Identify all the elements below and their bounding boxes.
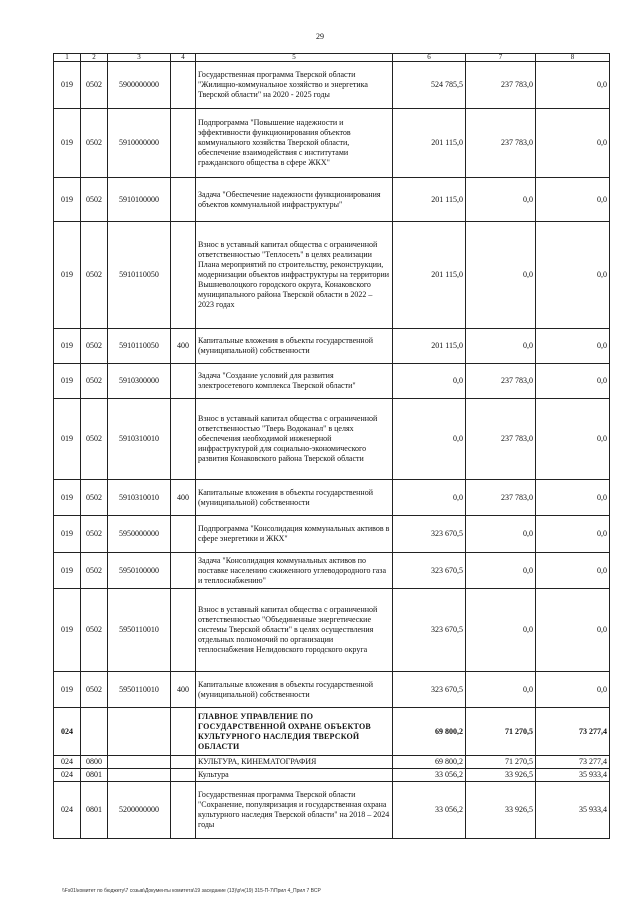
expense-type-cell <box>171 62 196 109</box>
amount-2024-cell: 0,0 <box>536 399 610 480</box>
table-row <box>54 62 610 109</box>
description-cell: Капитальные вложения в объекты государственной (муниципальной) собственности <box>196 329 393 364</box>
amount-2024-cell: 0,0 <box>536 553 610 589</box>
admin-code-cell: 019 <box>54 329 81 364</box>
amount-2022-cell: 69 800,2 <box>393 708 466 756</box>
amount-2023-cell: 237 783,0 <box>466 399 536 480</box>
table-row <box>54 782 610 839</box>
expense-type-cell <box>171 782 196 839</box>
amount-2022-cell: 33 056,2 <box>393 782 466 839</box>
column-number-row <box>54 54 610 62</box>
expense-type-cell <box>171 589 196 672</box>
amount-2024-cell: 35 933,4 <box>536 769 610 782</box>
table-row <box>54 756 610 769</box>
column-header: 4 <box>171 54 196 62</box>
amount-2023-cell: 0,0 <box>466 553 536 589</box>
admin-code-cell: 019 <box>54 109 81 178</box>
amount-2022-cell: 323 670,5 <box>393 589 466 672</box>
admin-code-cell: 019 <box>54 222 81 329</box>
amount-2024-cell: 0,0 <box>536 329 610 364</box>
section-code-cell: 0502 <box>81 589 108 672</box>
amount-2023-cell: 0,0 <box>466 516 536 553</box>
target-code-cell: 5950110010 <box>108 589 171 672</box>
expense-type-cell <box>171 222 196 329</box>
table-row <box>54 672 610 708</box>
column-header: 7 <box>466 54 536 62</box>
table-row <box>54 480 610 516</box>
section-code-cell: 0502 <box>81 480 108 516</box>
description-cell: Взнос в уставный капитал общества с ограниченной ответственностью "Тверь Водоканал" в целях обеспечения необходимой инженерной инфраструктурой для социально-экономического развития Конаковского района Тверской области <box>196 399 393 480</box>
admin-code-cell: 019 <box>54 364 81 399</box>
section-code-cell: 0800 <box>81 756 108 769</box>
section-code-cell: 0502 <box>81 516 108 553</box>
expense-type-cell <box>171 769 196 782</box>
table-row <box>54 769 610 782</box>
amount-2023-cell: 71 270,5 <box>466 756 536 769</box>
target-code-cell <box>108 756 171 769</box>
section-code-cell: 0502 <box>81 178 108 222</box>
target-code-cell: 5950000000 <box>108 516 171 553</box>
admin-code-cell: 019 <box>54 672 81 708</box>
amount-2022-cell: 201 115,0 <box>393 109 466 178</box>
section-code-cell: 0502 <box>81 672 108 708</box>
amount-2024-cell: 0,0 <box>536 589 610 672</box>
admin-code-cell: 019 <box>54 589 81 672</box>
admin-code-cell: 019 <box>54 480 81 516</box>
description-cell: Государственная программа Тверской области "Жилищно-коммунальное хозяйство и энергетика Тверской области" на 2020 - 2025 годы <box>196 62 393 109</box>
amount-2024-cell: 0,0 <box>536 109 610 178</box>
section-code-cell: 0502 <box>81 109 108 178</box>
admin-code-cell: 024 <box>54 782 81 839</box>
table-row <box>54 589 610 672</box>
amount-2024-cell: 0,0 <box>536 178 610 222</box>
amount-2024-cell: 0,0 <box>536 364 610 399</box>
expense-type-cell <box>171 178 196 222</box>
target-code-cell: 5910100000 <box>108 178 171 222</box>
table-row <box>54 364 610 399</box>
amount-2023-cell: 237 783,0 <box>466 109 536 178</box>
description-cell: Подпрограмма "Консолидация коммунальных активов в сфере энергетики и ЖКХ" <box>196 516 393 553</box>
amount-2024-cell: 35 933,4 <box>536 782 610 839</box>
target-code-cell: 5910000000 <box>108 109 171 178</box>
amount-2023-cell: 71 270,5 <box>466 708 536 756</box>
amount-2023-cell: 237 783,0 <box>466 364 536 399</box>
amount-2023-cell: 33 926,5 <box>466 769 536 782</box>
section-code-cell: 0502 <box>81 62 108 109</box>
amount-2024-cell: 0,0 <box>536 516 610 553</box>
admin-code-cell: 019 <box>54 553 81 589</box>
amount-2022-cell: 33 056,2 <box>393 769 466 782</box>
table-row <box>54 109 610 178</box>
amount-2023-cell: 0,0 <box>466 178 536 222</box>
amount-2022-cell: 69 800,2 <box>393 756 466 769</box>
expense-type-cell <box>171 756 196 769</box>
description-cell: Капитальные вложения в объекты государственной (муниципальной) собственности <box>196 480 393 516</box>
admin-code-cell: 019 <box>54 399 81 480</box>
target-code-cell: 5950100000 <box>108 553 171 589</box>
amount-2022-cell: 0,0 <box>393 364 466 399</box>
amount-2022-cell: 201 115,0 <box>393 178 466 222</box>
amount-2024-cell: 0,0 <box>536 62 610 109</box>
expense-type-cell <box>171 364 196 399</box>
target-code-cell: 5910110050 <box>108 329 171 364</box>
description-cell: Взнос в уставный капитал общества с ограниченной ответственностью "Теплосеть" в целях реализации Плана мероприятий по строительству, реконструкции, модернизации объектов инфраструктуры на территории Вышневолоцкого городского округа, Конаковского муниципального района Тверской области в 2022 – 2023 годах <box>196 222 393 329</box>
section-code-cell <box>81 708 108 756</box>
amount-2024-cell: 73 277,4 <box>536 756 610 769</box>
admin-code-cell: 024 <box>54 756 81 769</box>
admin-code-cell: 024 <box>54 769 81 782</box>
description-cell: ГЛАВНОЕ УПРАВЛЕНИЕ ПО ГОСУДАРСТВЕННОЙ ОХРАНЕ ОБЪЕКТОВ КУЛЬТУРНОГО НАСЛЕДИЯ ТВЕРСКОЙ ОБЛАСТИ <box>196 708 393 756</box>
description-cell: Взнос в уставный капитал общества с ограниченной ответственностью "Объединенные энергетические системы Тверской области" в целях осуществления отдельных полномочий по организации теплоснабжения Нелидовского городского округа <box>196 589 393 672</box>
description-cell: Задача "Создание условий для развития электросетевого комплекса Тверской области" <box>196 364 393 399</box>
section-code-cell: 0801 <box>81 769 108 782</box>
expense-type-cell <box>171 399 196 480</box>
table-row <box>54 222 610 329</box>
expense-type-cell: 400 <box>171 329 196 364</box>
amount-2022-cell: 323 670,5 <box>393 672 466 708</box>
target-code-cell: 5910110050 <box>108 222 171 329</box>
target-code-cell <box>108 708 171 756</box>
column-header: 8 <box>536 54 610 62</box>
target-code-cell: 5910310010 <box>108 480 171 516</box>
table-row <box>54 553 610 589</box>
section-code-cell: 0502 <box>81 329 108 364</box>
expense-type-cell <box>171 553 196 589</box>
column-header: 2 <box>81 54 108 62</box>
section-code-cell: 0502 <box>81 553 108 589</box>
admin-code-cell: 024 <box>54 708 81 756</box>
amount-2023-cell: 33 926,5 <box>466 782 536 839</box>
amount-2024-cell: 0,0 <box>536 672 610 708</box>
amount-2022-cell: 201 115,0 <box>393 222 466 329</box>
amount-2022-cell: 0,0 <box>393 399 466 480</box>
table-row <box>54 178 610 222</box>
table-row <box>54 708 610 756</box>
description-cell: Задача "Консолидация коммунальных активов по поставке населению сжиженного углеводородного газа и теплоснабжению" <box>196 553 393 589</box>
section-code-cell: 0502 <box>81 399 108 480</box>
admin-code-cell: 019 <box>54 516 81 553</box>
column-header: 5 <box>196 54 393 62</box>
amount-2022-cell: 524 785,5 <box>393 62 466 109</box>
description-cell: Капитальные вложения в объекты государственной (муниципальной) собственности <box>196 672 393 708</box>
expense-type-cell <box>171 109 196 178</box>
column-header: 1 <box>54 54 81 62</box>
description-cell: Культура <box>196 769 393 782</box>
description-cell: Подпрограмма "Повышение надежности и эффективности функционирования объектов коммунального хозяйства Тверской области, обеспечение взаимодействия с институтами гражданского общества в сфере ЖКХ" <box>196 109 393 178</box>
expense-type-cell <box>171 708 196 756</box>
file-path-footer: \\Fs01\комитет по бюджету\7 созыв\Документы комитета\19 заседание (13)\p\ч(19) 315-П-7\Прил 4_Прил 7 ВСР <box>62 888 321 894</box>
target-code-cell: 5910310010 <box>108 399 171 480</box>
table-row <box>54 399 610 480</box>
section-code-cell: 0801 <box>81 782 108 839</box>
target-code-cell: 5900000000 <box>108 62 171 109</box>
column-header: 6 <box>393 54 466 62</box>
description-cell: КУЛЬТУРА, КИНЕМАТОГРАФИЯ <box>196 756 393 769</box>
amount-2022-cell: 0,0 <box>393 480 466 516</box>
expense-type-cell: 400 <box>171 480 196 516</box>
budget-table <box>53 53 610 839</box>
section-code-cell: 0502 <box>81 364 108 399</box>
amount-2022-cell: 323 670,5 <box>393 516 466 553</box>
amount-2023-cell: 237 783,0 <box>466 480 536 516</box>
description-cell: Государственная программа Тверской области "Сохранение, популяризация и государственная охрана культурного наследия Тверской области" на 2018 – 2024 годы <box>196 782 393 839</box>
amount-2022-cell: 201 115,0 <box>393 329 466 364</box>
expense-type-cell: 400 <box>171 672 196 708</box>
amount-2023-cell: 0,0 <box>466 329 536 364</box>
target-code-cell: 5200000000 <box>108 782 171 839</box>
amount-2022-cell: 323 670,5 <box>393 553 466 589</box>
amount-2023-cell: 237 783,0 <box>466 62 536 109</box>
page-number: 29 <box>316 32 324 41</box>
amount-2023-cell: 0,0 <box>466 589 536 672</box>
expense-type-cell <box>171 516 196 553</box>
column-header: 3 <box>108 54 171 62</box>
target-code-cell <box>108 769 171 782</box>
amount-2024-cell: 0,0 <box>536 222 610 329</box>
amount-2024-cell: 73 277,4 <box>536 708 610 756</box>
section-code-cell: 0502 <box>81 222 108 329</box>
target-code-cell: 5910300000 <box>108 364 171 399</box>
amount-2024-cell: 0,0 <box>536 480 610 516</box>
description-cell: Задача "Обеспечение надежности функционирования объектов коммунальной инфраструктуры" <box>196 178 393 222</box>
admin-code-cell: 019 <box>54 62 81 109</box>
table-row <box>54 329 610 364</box>
amount-2023-cell: 0,0 <box>466 672 536 708</box>
admin-code-cell: 019 <box>54 178 81 222</box>
table-row <box>54 516 610 553</box>
target-code-cell: 5950110010 <box>108 672 171 708</box>
amount-2023-cell: 0,0 <box>466 222 536 329</box>
